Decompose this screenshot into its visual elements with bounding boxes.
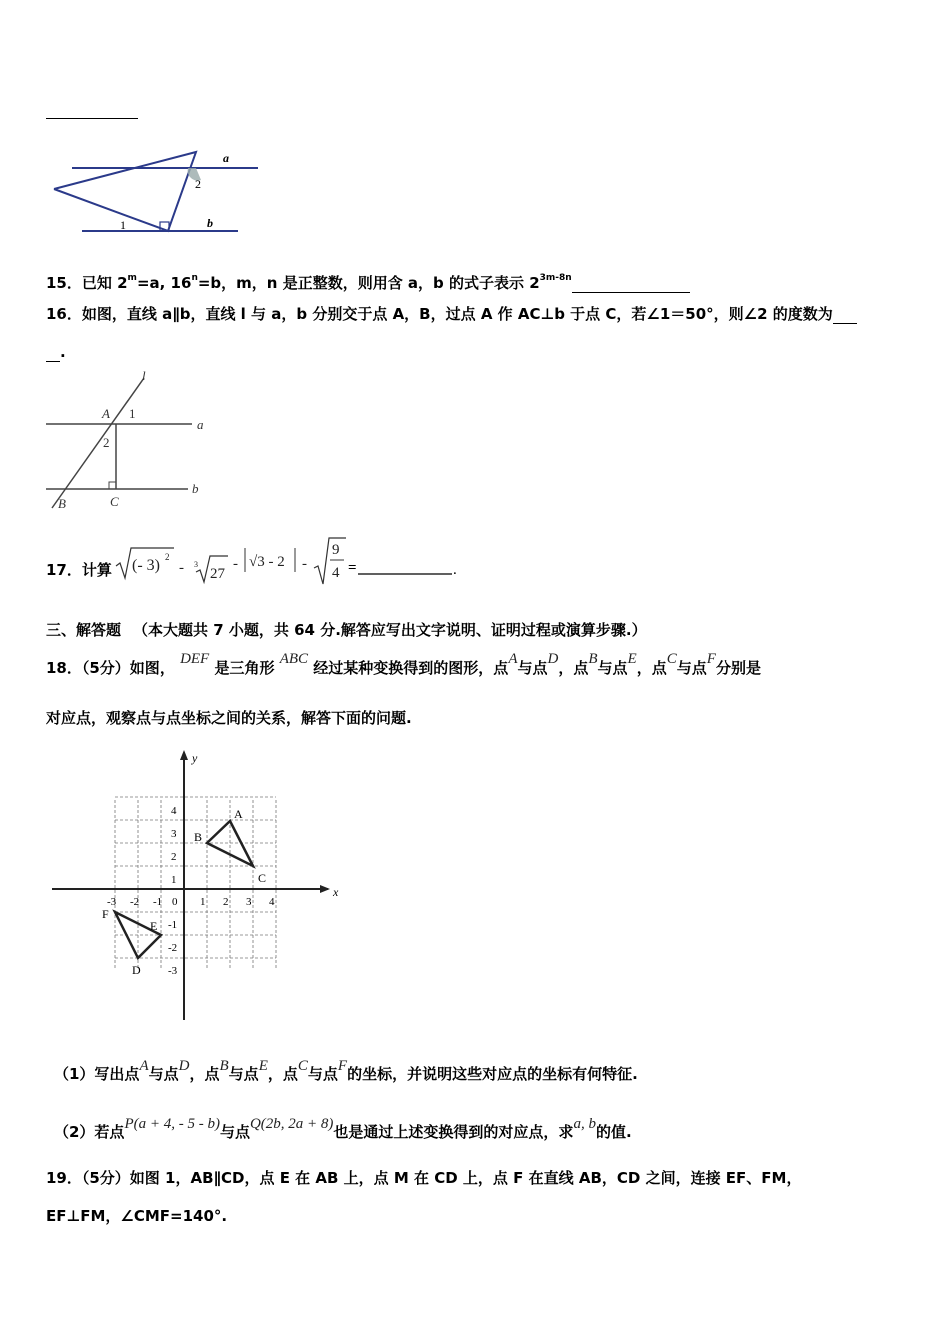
svg-text:1: 1 — [171, 874, 177, 886]
q14-figure — [40, 140, 270, 240]
point-C-label: C — [258, 871, 267, 885]
svg-text:4: 4 — [269, 896, 275, 908]
q16-label-a: a — [197, 417, 204, 432]
svg-text:3: 3 — [171, 828, 177, 840]
point-B-label: B — [194, 830, 203, 844]
svg-text:-3: -3 — [107, 896, 117, 908]
q14-label-b: b — [207, 216, 213, 230]
svg-text:2: 2 — [223, 896, 229, 908]
question-18-part-2: （2）若点P(a + 4, - 5 - b)与点Q(2b, 2a + 8)也是通过上述变换得到的对应点，求a, b的值. — [54, 1116, 632, 1141]
svg-text:(- 3): (- 3) — [132, 557, 160, 574]
svg-text:1: 1 — [200, 896, 206, 908]
q16-label-l: l — [142, 368, 146, 383]
question-19-line2: EF⊥FM，∠CMF=140°. — [46, 1207, 228, 1225]
point-E-label: E — [150, 919, 158, 933]
svg-text:.: . — [453, 562, 457, 578]
point-D-label: D — [132, 963, 141, 977]
q14-label-2: 2 — [195, 177, 201, 191]
svg-text:2: 2 — [171, 851, 177, 863]
section-3-heading: 三、解答题 （本大题共 7 小题，共 64 分.解答应写出文字说明、证明过程或演算步骤.） — [46, 621, 647, 639]
question-18: 18．（5分）如图， DEF 是三角形 ABC 经过某种变换得到的图形，点A与点D，点B与点E，点C与点F分别是 — [46, 651, 761, 677]
answer-blank-q14 — [46, 118, 138, 119]
question-18-line2: 对应点，观察点与点坐标之间的关系，解答下面的问题. — [46, 709, 412, 727]
q16-label-B: B — [58, 496, 66, 511]
question-18-part-1: （1）写出点A与点D，点B与点E，点C与点F的坐标，并说明这些对应点的坐标有何特征. — [54, 1058, 638, 1083]
question-19: 19．（5分）如图 1，AB∥CD，点 E 在 AB 上，点 M 在 CD 上，点 F 在直线 AB，CD 之间，连接 EF、FM， — [46, 1169, 802, 1187]
question-17-label: 17．计算 — [46, 561, 112, 579]
svg-text:-2: -2 — [168, 942, 178, 954]
svg-text:-1: -1 — [168, 919, 178, 931]
q14-label-a: a — [223, 151, 229, 165]
svg-text:√3 - 2: √3 - 2 — [249, 554, 285, 570]
q16-figure — [40, 368, 220, 518]
axis-y-label: y — [192, 751, 198, 765]
svg-text:9: 9 — [332, 542, 340, 558]
q16-label-C: C — [110, 494, 119, 509]
origin-label: 0 — [172, 896, 178, 908]
svg-text:2: 2 — [165, 552, 170, 562]
svg-text:-3: -3 — [168, 965, 178, 977]
svg-text:-: - — [233, 556, 238, 572]
svg-text:=: = — [348, 560, 357, 576]
q16-label-A: A — [102, 406, 110, 421]
svg-text:3: 3 — [194, 560, 198, 569]
q16-label-b: b — [192, 481, 199, 496]
svg-text:3: 3 — [246, 896, 252, 908]
svg-text:-1: -1 — [153, 896, 163, 908]
svg-text:27: 27 — [210, 566, 225, 582]
answer-blank-q16a — [833, 309, 857, 324]
svg-text:4: 4 — [171, 805, 177, 817]
answer-blank-q15 — [572, 278, 690, 293]
point-F-label: F — [102, 907, 109, 921]
svg-text:4: 4 — [332, 565, 340, 581]
axis-x-label: x — [333, 885, 339, 899]
q14-label-1: 1 — [120, 218, 126, 232]
q17-expression — [112, 536, 457, 586]
q18-coordinate-figure — [50, 748, 350, 1028]
svg-text:-2: -2 — [130, 896, 140, 908]
q16-label-2: 2 — [103, 435, 110, 450]
svg-text:-: - — [179, 560, 184, 576]
question-15: 15．已知 $2^m=a$, $16^n=b$，m，n 是正整数，则用含 a，b 的式子表示 $2^{3m-8n}$ — [46, 268, 690, 293]
point-A-label: A — [234, 807, 243, 821]
q16-label-1: 1 — [129, 406, 136, 421]
svg-text:-: - — [302, 556, 307, 572]
answer-blank-q16b — [46, 347, 60, 362]
question-16: 16．如图，直线 a∥b，直线 l 与 a，b 分别交于点 A，B，过点 A 作 AC⊥b 于点 C，若∠1＝50°，则∠2 的度数为 — [46, 304, 857, 324]
question-16-line2: . — [46, 342, 66, 362]
